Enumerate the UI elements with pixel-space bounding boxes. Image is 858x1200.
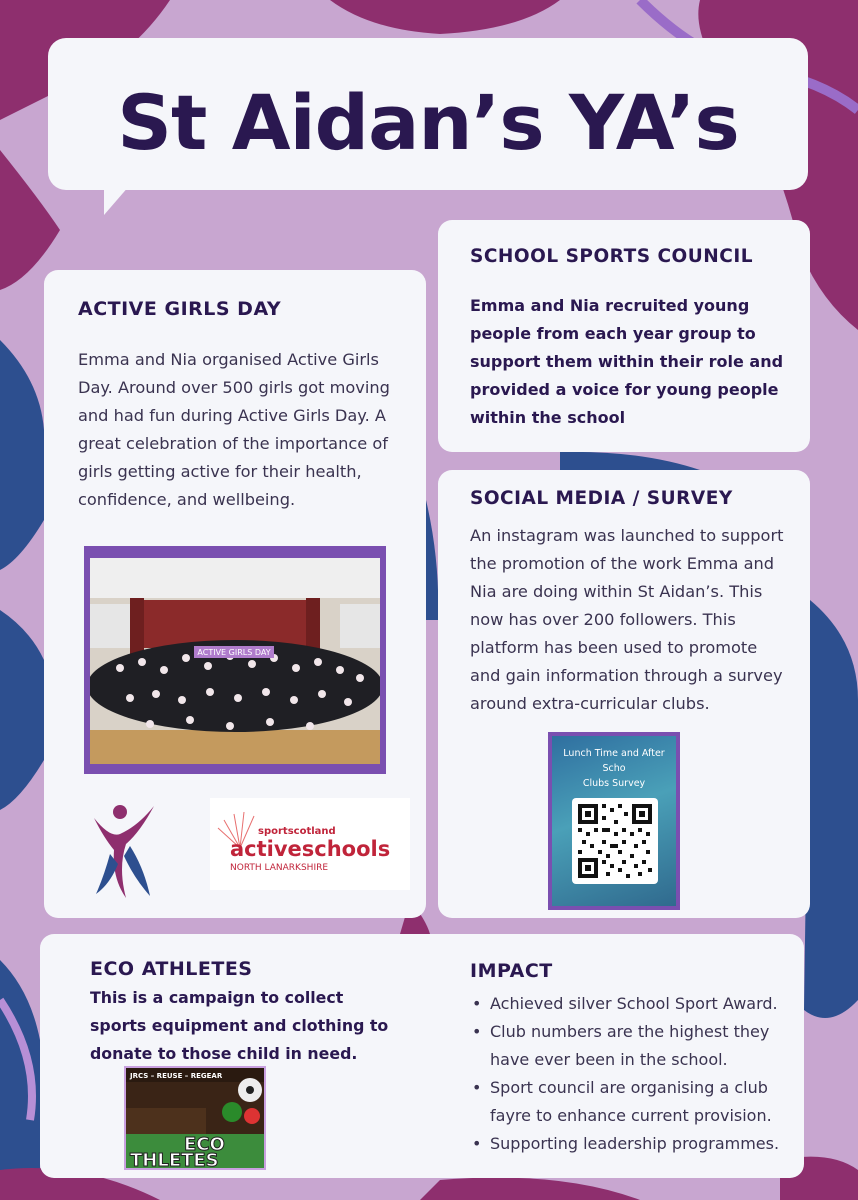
banner-text: ACTIVE GIRLS DAY — [197, 648, 271, 657]
page-title: St Aidan’s YA’s — [117, 78, 739, 167]
eco-athletes-heading: ECO ATHLETES — [90, 958, 253, 980]
group-photo — [90, 558, 380, 764]
eco-athletes-text: This is a campaign to collect sports equipment and clothing to donate to those child in need. — [90, 988, 389, 1063]
title-card — [48, 38, 808, 190]
poster-top-text: JRCS – REUSE – REGEAR — [130, 1072, 223, 1080]
active-schools-logo — [210, 798, 410, 890]
qr-code[interactable] — [572, 798, 658, 884]
school-sports-council-card — [438, 220, 810, 452]
active-girls-day-heading: ACTIVE GIRLS DAY — [78, 298, 282, 320]
impact-item: • Club numbers are the highest they have ever been in the school. — [470, 1018, 800, 1074]
impact-list — [470, 990, 800, 1158]
social-media-text: An instagram was launched to support the promotion of the work Emma and Nia are doing within St Aidan’s. This now has over 200 followers. This platform has been used to promote and gain information through a survey around extra-curricular clubs. — [470, 526, 784, 713]
logo-main-label: activeschools — [230, 837, 391, 861]
group-photo-frame — [84, 546, 386, 774]
logo-sport-label: sportscotland — [258, 826, 336, 837]
poster-word2: THLETES — [130, 1150, 219, 1168]
logo-sub-label: NORTH LANARKSHIRE — [230, 863, 329, 873]
impact-item: • Achieved silver School Sport Award. — [470, 990, 800, 1018]
active-figure-logo — [90, 798, 160, 902]
survey-qr-poster — [552, 736, 676, 906]
speech-bubble-tail — [104, 185, 130, 215]
active-girls-day-text: Emma and Nia organised Active Girls Day. Around over 500 girls got moving and had fun during Active Girls Day. A great celebration of the importance of girls getting active for their health, confidence, and wellbeing. — [78, 350, 390, 509]
impact-item: • Sport council are organising a club fayre to enhance current provision. — [470, 1074, 800, 1130]
social-media-card — [438, 470, 810, 918]
impact-heading: IMPACT — [470, 960, 553, 982]
eco-athletes-poster — [124, 1066, 266, 1170]
school-sports-council-text: Emma and Nia recruited young people from each year group to support them within their role and provided a voice for young people within the school — [470, 296, 784, 427]
social-media-heading: SOCIAL MEDIA / SURVEY — [470, 488, 733, 509]
school-sports-council-heading: SCHOOL SPORTS COUNCIL — [470, 246, 754, 267]
impact-item: • Supporting leadership programmes. — [470, 1130, 800, 1158]
survey-qr-title: Lunch Time and After Scho Clubs Survey — [563, 748, 665, 789]
bottom-card — [40, 934, 804, 1178]
survey-qr-frame[interactable] — [548, 732, 680, 910]
poster-word1: ECO — [184, 1134, 225, 1155]
active-girls-day-card — [44, 270, 426, 918]
